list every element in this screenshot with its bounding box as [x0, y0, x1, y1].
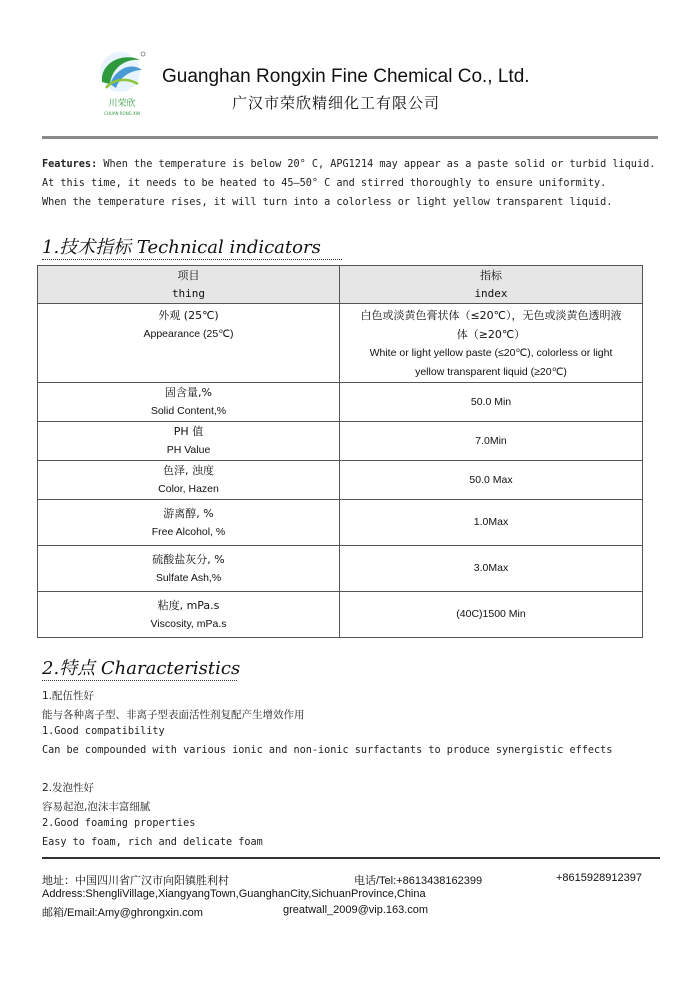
features-text-1: When the temperature is below 20° C, APG1214 may appear as a paste solid or turbid liquid. [97, 159, 656, 170]
index-cn-line-1: 白色或淡黄色膏状体（≤20℃），无色或淡黄色透明液 [360, 309, 622, 322]
characteristic-1-desc-cn: 能与各种离子型、非离子型表面活性剂复配产生增效作用 [42, 709, 305, 721]
item-cell [38, 383, 340, 422]
item-cell [38, 422, 340, 461]
table-row [38, 383, 643, 422]
features-label: Features: [42, 159, 98, 170]
svg-text:CHUAN RONG XIN: CHUAN RONG XIN [104, 111, 140, 116]
characteristic-1-desc-en: Can be compounded with various ionic and non-ionic surfactants to produce synergistic effects [42, 745, 613, 756]
item-en: Appearance (25℃) [143, 328, 234, 340]
table-row [38, 422, 643, 461]
item-en: Free Alcohol, % [151, 525, 226, 538]
leaf-logo-icon [94, 48, 150, 118]
item-cn: 色泽, 浊度 [163, 464, 214, 477]
item-en: Sulfate Ash,% [155, 571, 222, 584]
header-item-en: thing [171, 286, 206, 300]
index-cell: 50.0 Min [340, 383, 643, 422]
section-1-underline [42, 259, 342, 260]
table-row [38, 592, 643, 638]
characteristic-2-desc-cn: 容易起泡,泡沫丰富细腻 [42, 801, 151, 813]
features-line-3: When the temperature rises, it will turn into a colorless or light yellow transparent liquid. [42, 197, 613, 208]
section-2-underline [42, 680, 237, 681]
item-cn: PH 值 [173, 425, 204, 438]
header-divider [42, 136, 658, 139]
features-line-1 [42, 159, 655, 170]
item-cn: 外观 (25℃) [158, 309, 219, 322]
item-cell [38, 304, 340, 383]
footer-phone: 电话/Tel:+8613438162399 [354, 875, 483, 887]
item-cell [38, 546, 340, 592]
characteristic-2-desc-en: Easy to foam, rich and delicate foam [42, 837, 263, 848]
item-en: Viscosity, mPa.s [150, 617, 227, 630]
footer-address-cn: 地址：中国四川省广汉市向阳镇胜利村 [42, 875, 229, 887]
item-en: Solid Content,% [150, 405, 227, 417]
footer-email: 邮箱/Email:Amy@ghrongxin.com [42, 907, 203, 919]
section-2-heading: 2.特点 Characteristics [42, 658, 241, 679]
section-1-heading: 1.技术指标 Technical indicators [42, 237, 321, 258]
index-cell: 3.0Max [340, 546, 643, 592]
features-line-2: At this time, it needs to be heated to 45–50° C and stirred thoroughly to ensure uniformity. [42, 178, 607, 189]
characteristic-1-title-en: 1.Good compatibility [42, 726, 165, 737]
table-row [38, 546, 643, 592]
index-cell: 7.0Min [340, 422, 643, 461]
header-cell-index [340, 266, 643, 304]
item-cn: 粘度, mPa.s [157, 598, 220, 612]
table-row [38, 304, 643, 383]
index-en-line-1: White or light yellow paste (≤20℃), colorless or light [369, 347, 613, 359]
header-cell-item [38, 266, 340, 304]
footer-address-en: Address:ShengliVillage,XiangyangTown,GuanghanCity,SichuanProvince,China [42, 888, 426, 900]
item-cn: 固含量,% [165, 386, 212, 399]
item-cell [38, 500, 340, 546]
item-en: PH Value [166, 444, 211, 456]
index-cell [340, 304, 643, 383]
item-cn: 硫酸盐灰分, % [152, 552, 225, 566]
characteristic-2-title-cn: 2.发泡性好 [42, 782, 95, 794]
index-en-line-2: yellow transparent liquid (≥20℃) [415, 366, 567, 378]
table-row [38, 500, 643, 546]
index-cn-line-2: 体（≥20℃） [456, 328, 526, 341]
index-cell: (40C)1500 Min [340, 592, 643, 638]
characteristic-2-title-en: 2.Good foaming properties [42, 818, 196, 829]
item-cn: 游离醇, % [163, 506, 214, 520]
company-name-en: Guanghan Rongxin Fine Chemical Co., Ltd. [162, 66, 530, 87]
index-cell: 1.0Max [340, 500, 643, 546]
header-index-en: index [474, 286, 508, 300]
item-cell [38, 592, 340, 638]
header-index-cn: 指标 [480, 268, 502, 282]
index-cell: 50.0 Max [340, 461, 643, 500]
item-en: Color, Hazen [158, 483, 219, 495]
header-item-cn: 项目 [177, 268, 200, 282]
table-row [38, 461, 643, 500]
characteristic-1-title-cn: 1.配伍性好 [42, 690, 95, 702]
company-name-cn: 广汉市荣欣精细化工有限公司 [232, 94, 441, 112]
item-cell [38, 461, 340, 500]
svg-text:川荣欣: 川荣欣 [108, 99, 136, 109]
table-header-row [38, 266, 643, 304]
footer-divider [42, 857, 660, 859]
company-logo [94, 48, 150, 118]
footer-phone-2: +8615928912397 [556, 872, 642, 884]
technical-indicators-table [37, 265, 643, 638]
footer-email-2: greatwall_2009@vip.163.com [283, 904, 429, 916]
